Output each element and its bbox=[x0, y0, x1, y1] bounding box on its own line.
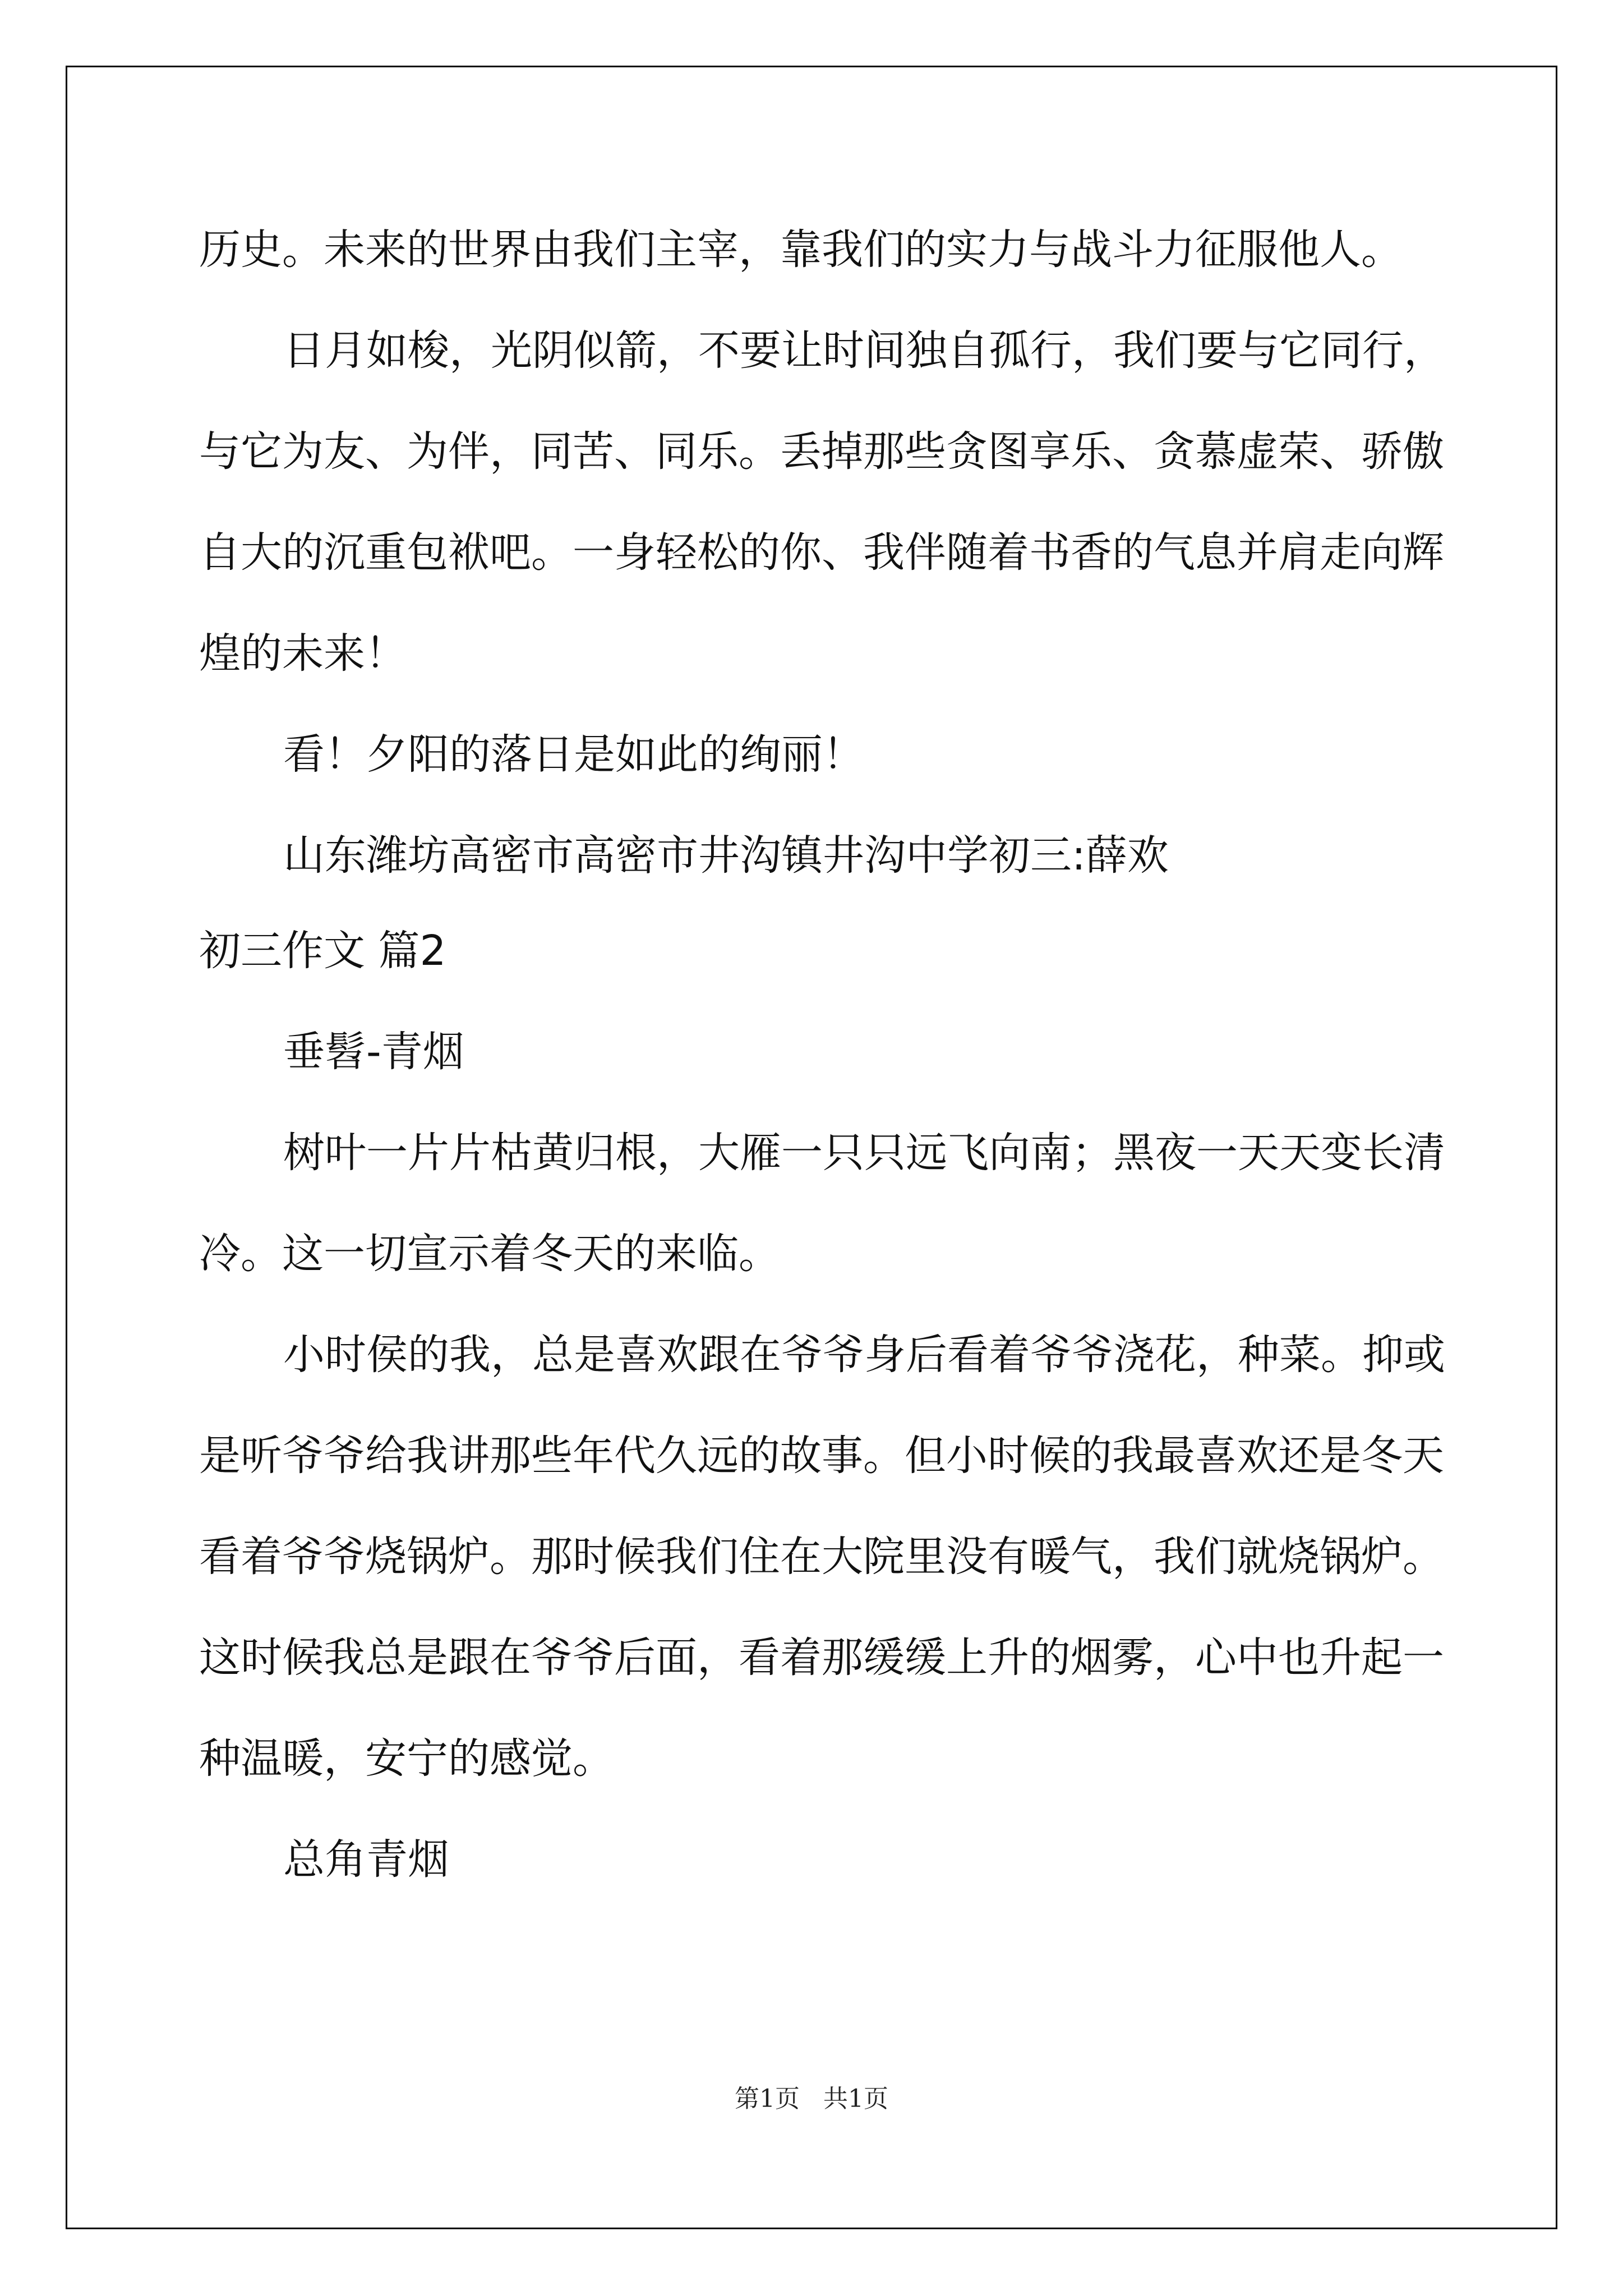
author-line: 山东潍坊高密市高密市井沟镇井沟中学初三:薛欢 bbox=[283, 831, 1169, 880]
paragraph-line: 历史。未来的世界由我们主宰，靠我们的实力与战斗力征服他人。 bbox=[199, 226, 1403, 274]
paragraph-line: 看！夕阳的落日是如此的绚丽！ bbox=[283, 730, 864, 779]
subsection-title: 总角青烟 bbox=[283, 1835, 449, 1884]
paragraph-line: 这时候我总是跟在爷爷后面，看着那缓缓上升的烟雾，心中也升起一 bbox=[199, 1634, 1444, 1682]
paragraph-line: 树叶一片片枯黄归根，大雁一只只远飞向南；黑夜一天天变长清 bbox=[283, 1129, 1445, 1177]
subsection-title: 垂髫-青烟 bbox=[283, 1028, 464, 1076]
paragraph-line: 与它为友、为伴，同苦、同乐。丢掉那些贪图享乐、贪慕虚荣、骄傲 bbox=[199, 427, 1444, 476]
paragraph-line: 看着爷爷烧锅炉。那时候我们住在大院里没有暖气，我们就烧锅炉。 bbox=[199, 1533, 1444, 1581]
paragraph-line: 小时侯的我，总是喜欢跟在爷爷身后看着爷爷浇花，种菜。抑或 bbox=[283, 1331, 1445, 1379]
paragraph-line: 种温暖，安宁的感觉。 bbox=[199, 1734, 614, 1783]
paragraph-line: 煌的未来！ bbox=[199, 629, 407, 678]
paragraph-line: 日月如梭，光阴似箭，不要让时间独自孤行，我们要与它同行， bbox=[283, 326, 1445, 375]
paragraph-line: 自大的沉重包袱吧。一身轻松的你、我伴随着书香的气息并肩走向辉 bbox=[199, 528, 1444, 577]
section-heading: 初三作文 篇2 bbox=[199, 927, 446, 975]
paragraph-line: 冷。这一切宣示着冬天的来临。 bbox=[199, 1230, 780, 1278]
paragraph-line: 是听爷爷给我讲那些年代久远的故事。但小时候的我最喜欢还是冬天 bbox=[199, 1432, 1444, 1480]
page-number-footer: 第1页 共1页 bbox=[735, 2085, 888, 2113]
